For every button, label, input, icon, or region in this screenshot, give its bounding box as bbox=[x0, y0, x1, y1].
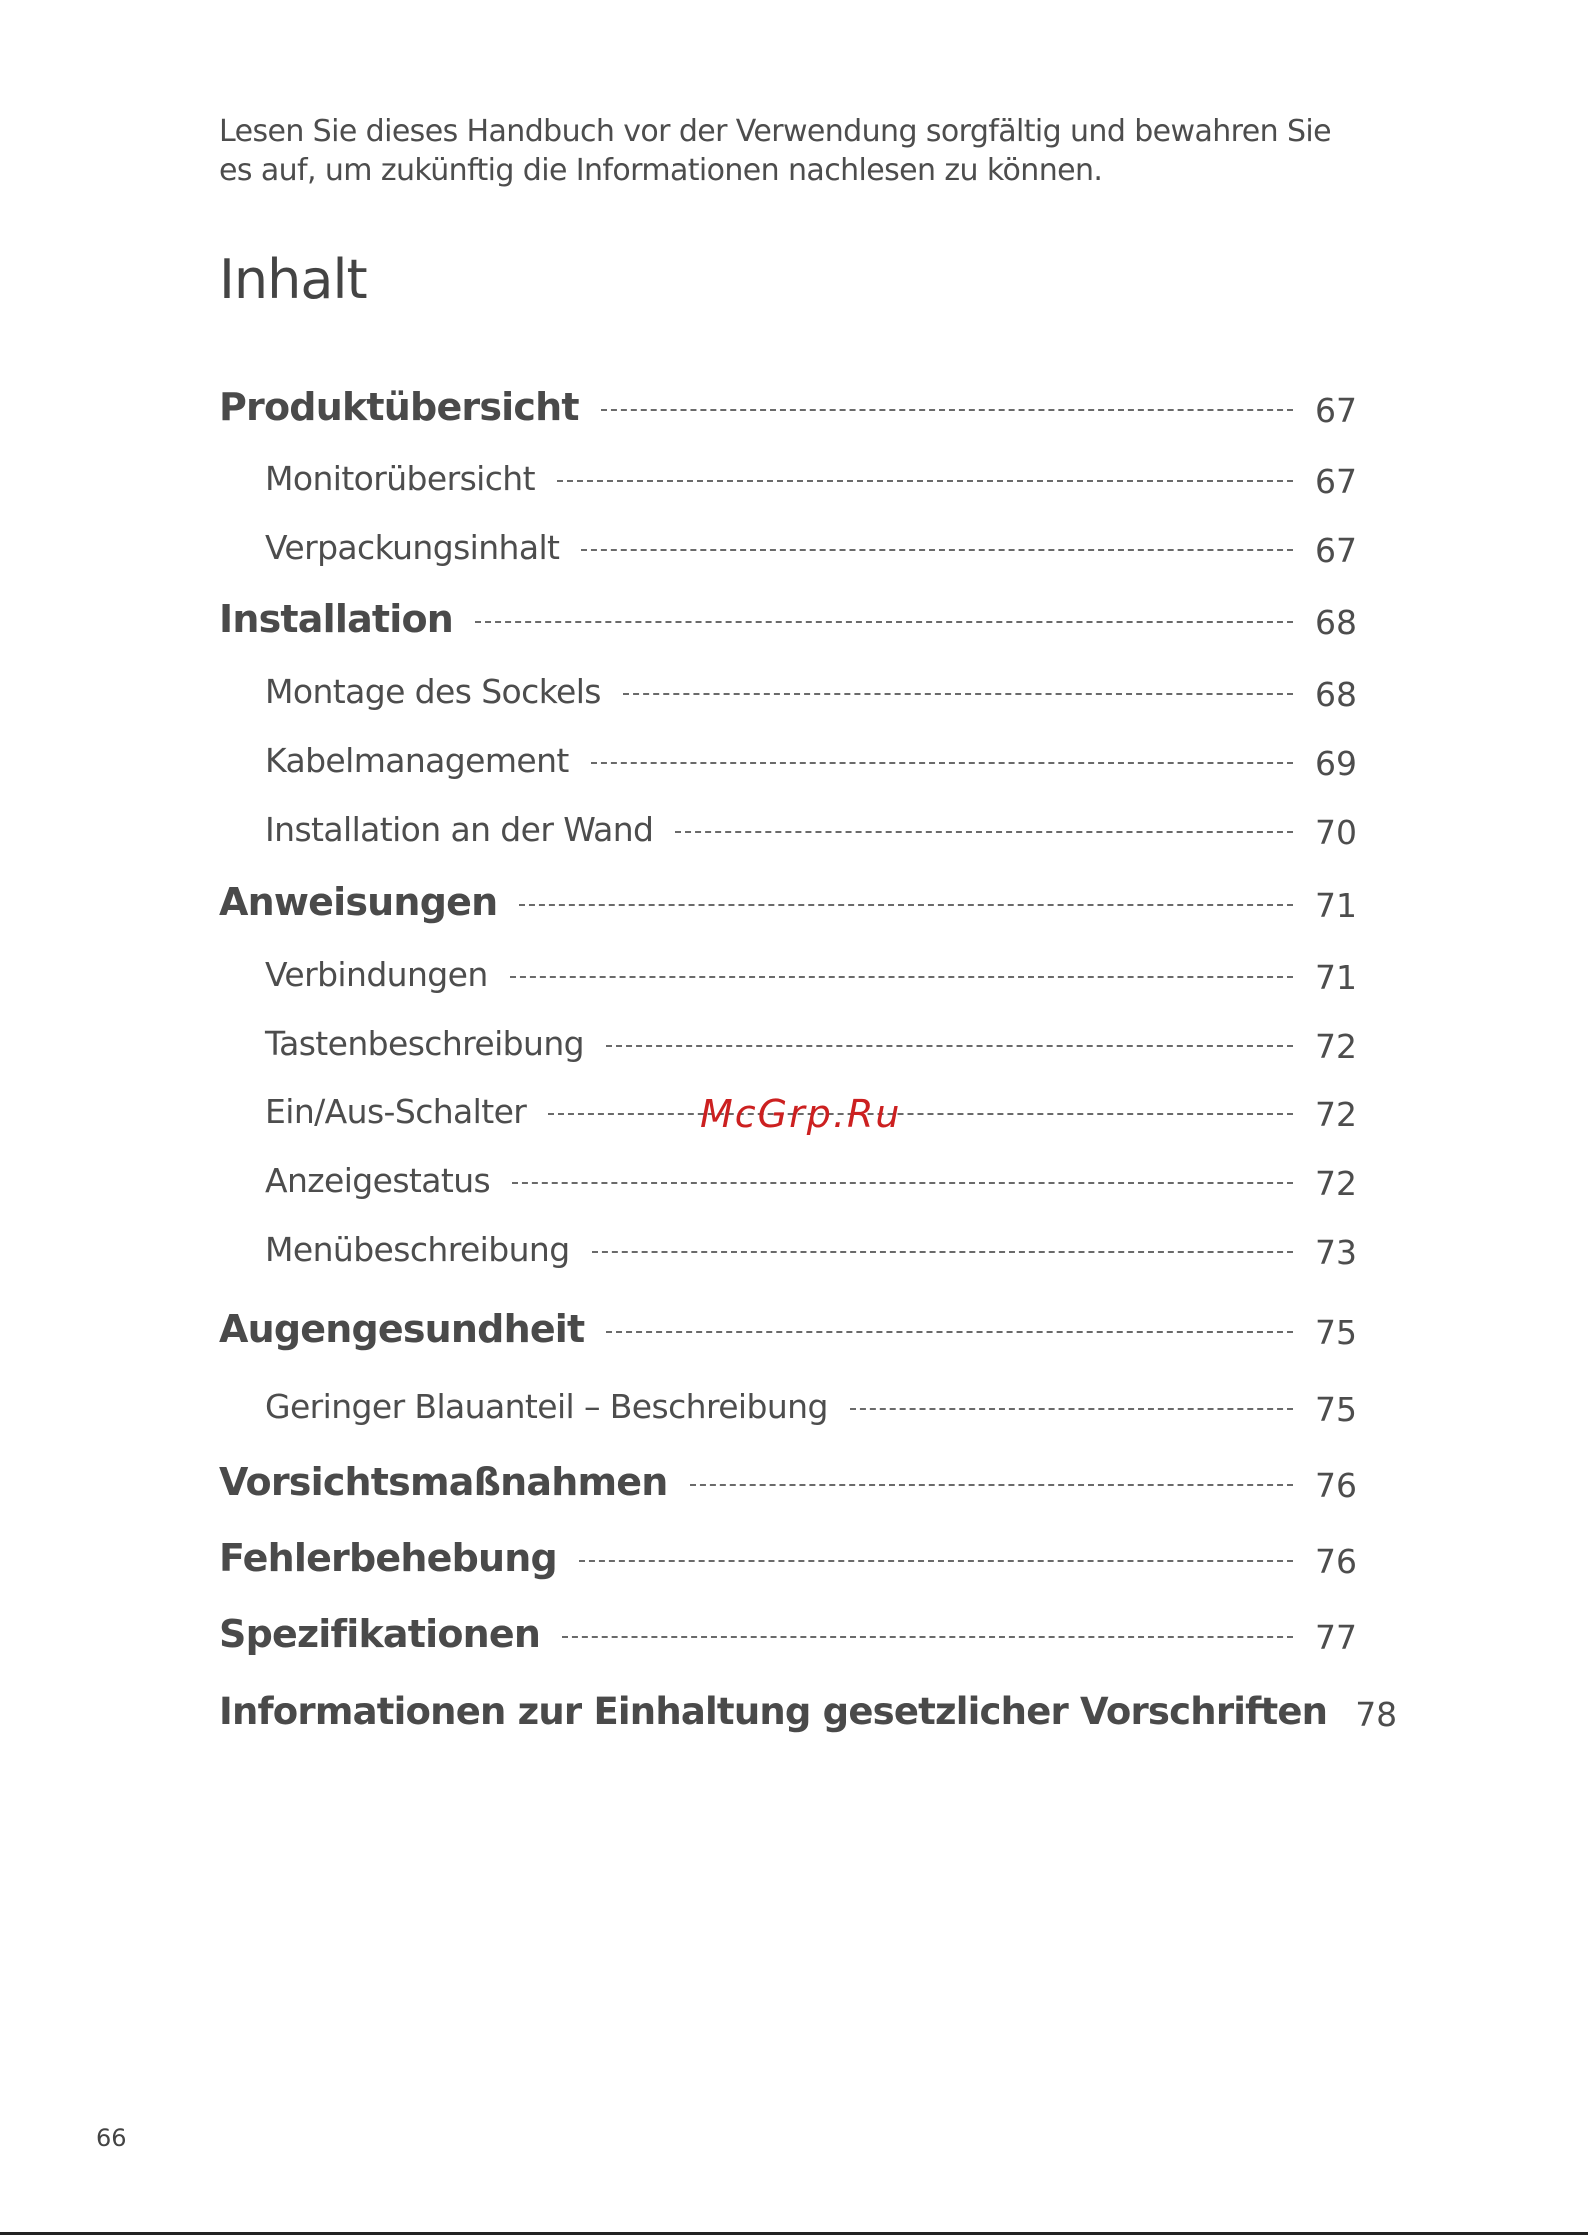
toc-entry-monitoruebersicht[interactable] bbox=[265, 454, 1369, 502]
toc-entry-page: 69 bbox=[1315, 743, 1357, 783]
toc-leader bbox=[512, 1182, 1293, 1184]
toc-entry-page: 76 bbox=[1315, 1541, 1357, 1581]
toc-entry-label: Monitorübersicht bbox=[265, 458, 535, 498]
toc-leader bbox=[519, 904, 1293, 906]
toc-leader bbox=[510, 976, 1293, 978]
toc-entry-verpackungsinhalt[interactable] bbox=[265, 523, 1369, 571]
toc-entry-page: 72 bbox=[1315, 1163, 1357, 1203]
toc-leader bbox=[850, 1408, 1293, 1410]
toc-entry-page: 75 bbox=[1315, 1389, 1357, 1429]
toc-entry-label: Spezifikationen bbox=[219, 1612, 541, 1656]
toc-leader bbox=[591, 762, 1293, 764]
toc-entry-spezifikationen[interactable] bbox=[219, 1610, 1369, 1658]
toc-leader bbox=[623, 693, 1293, 695]
toc-entry-page: 73 bbox=[1315, 1232, 1357, 1272]
toc-entry-label: Produktübersicht bbox=[219, 385, 579, 429]
toc-entry-page: 70 bbox=[1315, 812, 1357, 852]
toc-leader bbox=[579, 1560, 1293, 1562]
toc-entry-label: Kabelmanagement bbox=[265, 740, 569, 780]
toc-entry-page: 68 bbox=[1315, 602, 1357, 642]
toc-entry-page: 72 bbox=[1315, 1026, 1357, 1066]
toc-entry-label: Installation an der Wand bbox=[265, 809, 654, 849]
toc-entry-menuebeschreibung[interactable] bbox=[265, 1225, 1369, 1273]
toc-entry-produktuebersicht[interactable] bbox=[219, 383, 1369, 431]
toc-leader bbox=[606, 1331, 1293, 1333]
toc-entry-page: 78 bbox=[1355, 1694, 1398, 1734]
toc-entry-label: Augengesundheit bbox=[219, 1307, 585, 1351]
toc-leader bbox=[592, 1251, 1293, 1253]
page-number: 66 bbox=[96, 2124, 127, 2152]
toc-entry-page: 67 bbox=[1315, 461, 1357, 501]
toc-entry-label: Verbindungen bbox=[265, 954, 488, 994]
toc-entry-label: Vorsichtsmaßnahmen bbox=[219, 1460, 668, 1504]
toc-entry-label: Montage des Sockels bbox=[265, 671, 601, 711]
toc-entry-anweisungen[interactable] bbox=[219, 878, 1369, 926]
toc-entry-label: Fehlerbehebung bbox=[219, 1536, 557, 1580]
toc-entry-kabelmanagement[interactable] bbox=[265, 736, 1369, 784]
toc-entry-page: 72 bbox=[1315, 1094, 1357, 1134]
toc-entry-label: Menübeschreibung bbox=[265, 1229, 570, 1269]
toc-entry-page: 68 bbox=[1315, 674, 1357, 714]
toc-entry-anzeigestatus[interactable] bbox=[265, 1156, 1369, 1204]
toc-leader bbox=[606, 1045, 1293, 1047]
toc-entry-label: Informationen zur Einhaltung gesetzlicher Vorschriften bbox=[219, 1689, 1328, 1733]
toc-entry-label: Geringer Blauanteil – Beschreibung bbox=[265, 1386, 828, 1426]
toc-entry-page: 67 bbox=[1315, 530, 1357, 570]
page-title: Inhalt bbox=[219, 248, 367, 311]
toc-entry-page: 67 bbox=[1315, 390, 1357, 430]
toc-entry-label: Ein/Aus-Schalter bbox=[265, 1091, 527, 1131]
toc-entry-label: Installation bbox=[219, 597, 454, 641]
toc-entry-installation[interactable] bbox=[219, 595, 1369, 643]
intro-text: Lesen Sie dieses Handbuch vor der Verwendung sorgfältig und bewahren Sie es auf, um zukünftig die Informationen nachlesen zu können. bbox=[219, 114, 1331, 188]
toc-leader bbox=[562, 1636, 1293, 1638]
toc-entry-page: 77 bbox=[1315, 1617, 1357, 1657]
toc-leader bbox=[581, 549, 1293, 551]
toc-leader bbox=[475, 621, 1293, 623]
toc-entry-montage-des-sockels[interactable] bbox=[265, 667, 1369, 715]
toc-entry-label: Anzeigestatus bbox=[265, 1160, 491, 1200]
toc-entry-geringer-blauanteil[interactable] bbox=[265, 1382, 1369, 1430]
toc-entry-vorsichtsmassnahmen[interactable] bbox=[219, 1458, 1369, 1506]
toc-entry-label: Anweisungen bbox=[219, 880, 498, 924]
toc-entry-label: Tastenbeschreibung bbox=[265, 1023, 585, 1063]
toc-entry-page: 75 bbox=[1315, 1312, 1357, 1352]
toc-leader bbox=[675, 831, 1293, 833]
toc-entry-fehlerbehebung[interactable] bbox=[219, 1534, 1369, 1582]
toc-entry-tastenbeschreibung[interactable] bbox=[265, 1019, 1369, 1067]
toc-entry-page: 71 bbox=[1315, 957, 1357, 997]
toc-entry-verbindungen[interactable] bbox=[265, 950, 1369, 998]
toc-entry-page: 71 bbox=[1315, 885, 1357, 925]
toc-leader bbox=[548, 1113, 1293, 1115]
toc-leader bbox=[601, 409, 1293, 411]
toc-entry-label: Verpackungsinhalt bbox=[265, 527, 560, 567]
watermark: McGrp.Ru bbox=[700, 1092, 902, 1136]
toc-entry-installation-an-der-wand[interactable] bbox=[265, 805, 1369, 853]
toc-leader bbox=[690, 1484, 1293, 1486]
toc-entry-gesetzliche-vorschriften[interactable] bbox=[219, 1687, 1398, 1735]
toc-entry-augengesundheit[interactable] bbox=[219, 1305, 1369, 1353]
toc-entry-page: 76 bbox=[1315, 1465, 1357, 1505]
toc-leader bbox=[557, 480, 1293, 482]
